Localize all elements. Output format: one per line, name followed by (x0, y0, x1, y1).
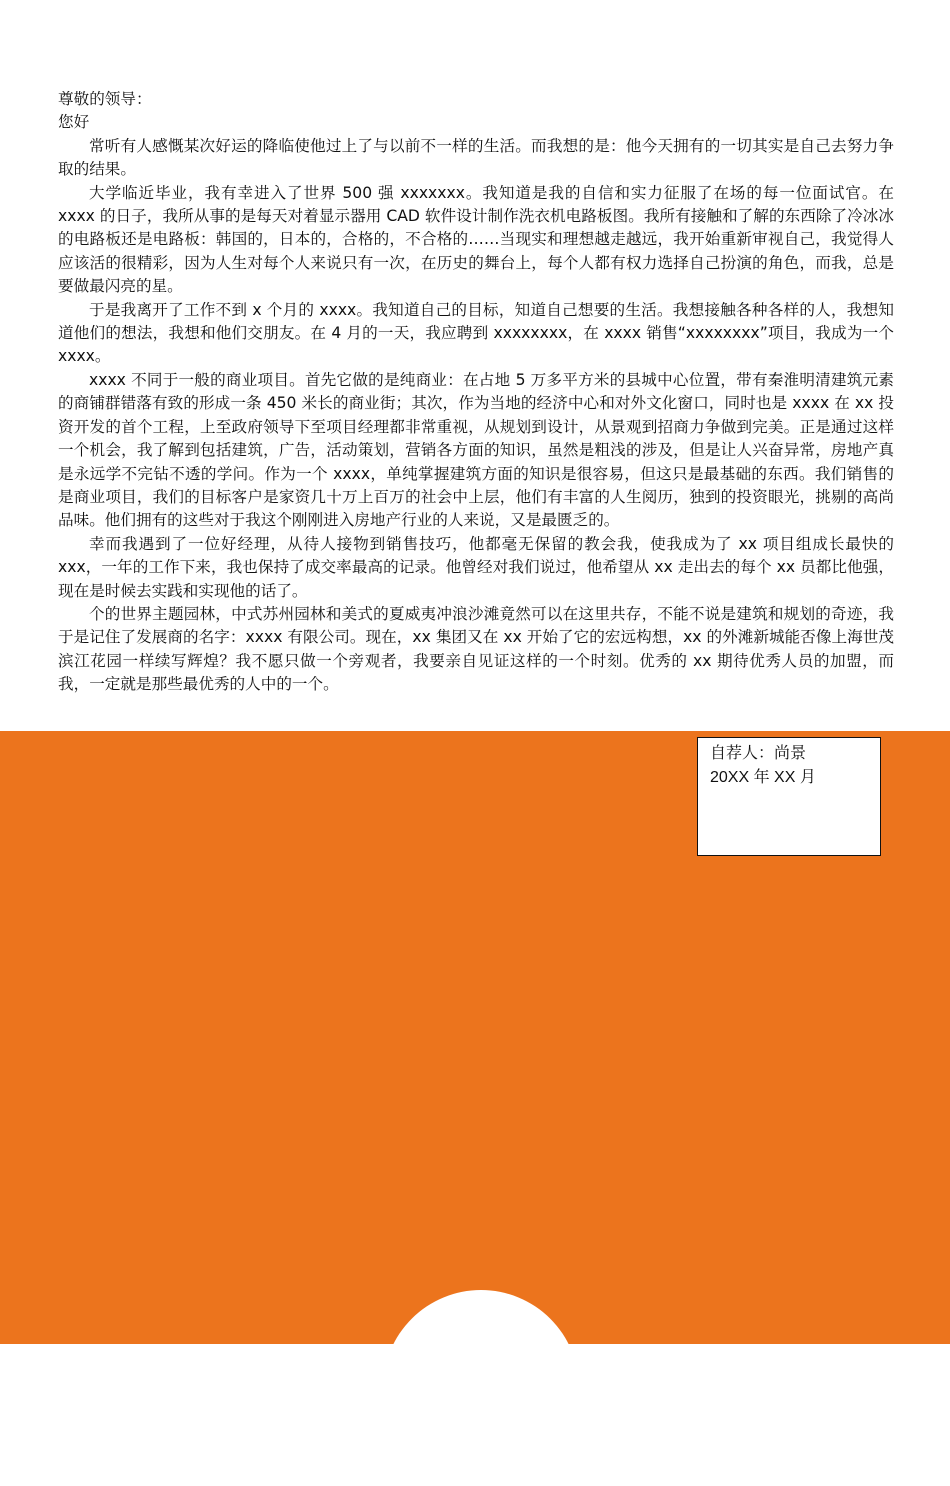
decorative-circle (383, 1290, 579, 1486)
paragraph-5: 幸而我遇到了一位好经理，从待人接物到销售技巧，他都毫无保留的教会我，使我成为了 xx 项目组成长最快的 xxx，一年的工作下来，我也保持了成交率最高的记录。他曾经对我们说过，他希望从 xx 走出去的每个 xx 员都比他强，现在是时候去实践和实现他的话了。 (58, 534, 894, 600)
signature-box (697, 737, 881, 856)
signature-date: 20XX 年 XX 月 (710, 769, 816, 786)
paragraph-6: 个的世界主题园林，中式苏州园林和美式的夏威夷冲浪沙滩竟然可以在这里共存，不能不说是建筑和规划的奇迹，我于是记住了发展商的名字：xxxx 有限公司。现在，xx 集团又在 xx 开始了它的宏远构想，xx 的外滩新城能否像上海世茂滨江花园一样续写辉煌？我不愿只做一个旁观者，我要亲自见证这样的一个时刻。优秀的 xx 期待优秀人员的加盟，而我，一定就是那些最优秀的人中的一个。 (58, 604, 894, 694)
paragraph-3: 于是我离开了工作不到 x 个月的 xxxx。我知道自己的目标，知道自己想要的生活。我想接触各种各样的人，我想知道他们的想法，我想和他们交朋友。在 4 月的一天，我应聘到 xxxxxxxx，在 xxxx 销售“xxxxxxxx”项目，我成为一个 xxxx。 (58, 300, 894, 366)
greeting: 您好 (58, 113, 90, 132)
paragraph-1: 常听有人感慨某次好运的降临使他过上了与以前不一样的生活。而我想的是：他今天拥有的一切其实是自己去努力争取的结果。 (58, 136, 894, 179)
letter-body (58, 88, 894, 697)
salutation: 尊敬的领导： (58, 90, 152, 108)
paragraph-4: xxxx 不同于一般的商业项目。首先它做的是纯商业：在占地 5 万多平方米的县城中心位置，带有秦淮明清建筑元素的商铺群错落有致的形成一条 450 米长的商业街；其次，作为当地的经济中心和对外文化窗口，同时也是 xxxx 在 xx 投资开发的首个工程，上至政府领导下至项目经理都非常重视，从规划到设计，从景观到招商力争做到完美。正是通过这样一个机会，我了解到包括建筑，广告，活动策划，营销各方面的知识，虽然是粗浅的涉及，但是让人兴奋异常，房地产真是永远学不完钻不透的学问。作为一个 xxxx，单纯掌握建筑方面的知识是很容易，但这只是最基础的东西。我们销售的是商业项目，我们的目标客户是家资几十万上百万的社会中上层，他们有丰富的人生阅历，独到的投资眼光，挑剔的高尚品味。他们拥有的这些对于我这个刚刚进入房地产行业的人来说，又是最匮乏的。 (58, 370, 894, 530)
paragraph-2: 大学临近毕业，我有幸进入了世界 500 强 xxxxxxx。我知道是我的自信和实力征服了在场的每一位面试官。在 xxxx 的日子，我所从事的是每天对着显示器用 CAD 软件设计制作洗衣机电路板图。我所有接触和了解的东西除了冷冰冰的电路板还是电路板：韩国的，日本的，合格的，不合格的……当现实和理想越走越远，我开始重新审视自己，我觉得人应该活的很精彩，因为人生对每个人来说只有一次，在历史的舞台上，每个人都有权力选择自己扮演的角色，而我，总是要做最闪亮的星。 (58, 183, 894, 296)
signature-author: 自荐人：尚景 (710, 745, 807, 762)
